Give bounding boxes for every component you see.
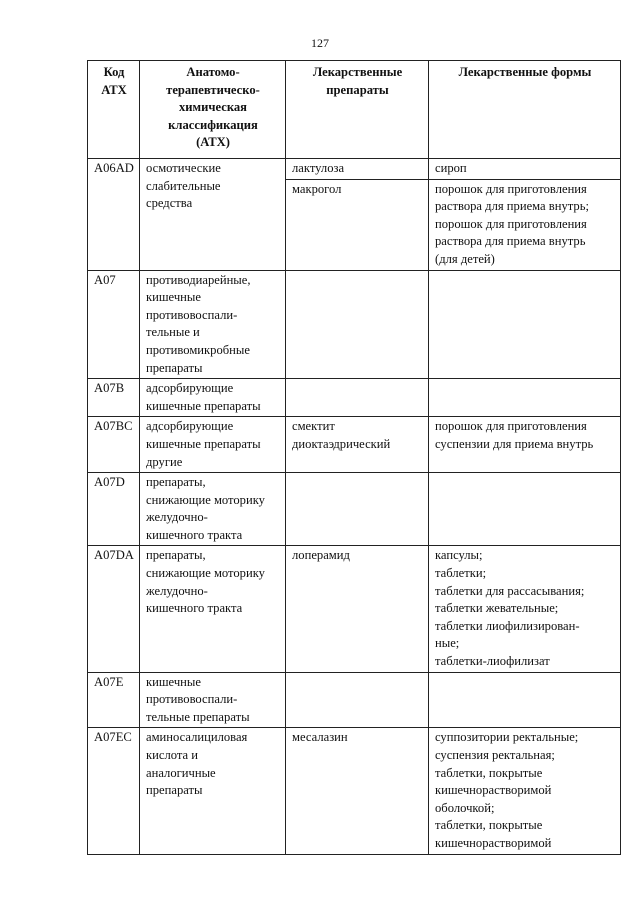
header-code: Код АТХ [88,61,140,159]
table-row [88,546,621,672]
dosage-form-cell [429,379,621,417]
drug-cell [286,270,429,379]
dosage-form-cell: порошок для приготовления суспензии для приема внутрь [429,417,621,473]
atx-classification-table [87,60,621,855]
atx-classification-cell: адсорбирующие кишечные препараты другие [140,417,286,473]
drug-cell: месалазин [286,728,429,854]
header-drugs: Лекарственные препараты [286,61,429,159]
dosage-form-cell: суппозитории ректальные; суспензия ректальная; таблетки, покрытые кишечнорастворимой оболочкой; таблетки, покрытые кишечнорастворимой [429,728,621,854]
drug-cell [286,672,429,728]
drug-cell: смектит диоктаэдрический [286,417,429,473]
table-row [88,379,621,417]
table-row [88,473,621,546]
table-header-row [88,61,621,159]
drug-cell: лактулоза [286,159,429,180]
table-row [88,270,621,379]
atx-classification-cell: аминосалициловая кислота и аналогичные препараты [140,728,286,854]
header-dosage-forms: Лекарственные формы [429,61,621,159]
drug-cell [286,473,429,546]
atx-classification-cell: осмотические слабительные средства [140,159,286,271]
atx-classification-cell: кишечные противовоспали- тельные препараты [140,672,286,728]
atx-code-cell: A07 [88,270,140,379]
atx-code-cell: A06AD [88,159,140,271]
dosage-form-cell: порошок для приготовления раствора для приема внутрь; порошок для приготовления раствора для приема внутрь (для детей) [429,179,621,270]
drug-cell [286,379,429,417]
dosage-form-cell [429,473,621,546]
atx-code-cell: A07BC [88,417,140,473]
drug-cell: макрогол [286,179,429,270]
table-body [88,159,621,855]
table-row [88,728,621,854]
atx-code-cell: A07B [88,379,140,417]
atx-classification-cell: препараты, снижающие моторику желудочно- кишечного тракта [140,473,286,546]
drug-cell: лоперамид [286,546,429,672]
table-row [88,417,621,473]
atx-classification-cell: противодиарейные, кишечные противовоспали- тельные и противомикробные препараты [140,270,286,379]
table-row [88,672,621,728]
atx-classification-cell: адсорбирующие кишечные препараты [140,379,286,417]
dosage-form-cell [429,270,621,379]
atx-code-cell: A07E [88,672,140,728]
atx-code-cell: A07DA [88,546,140,672]
header-classification: Анатомо- терапевтическо- химическая классификация (АТХ) [140,61,286,159]
table-row [88,159,621,180]
page-number: 127 [311,36,329,50]
dosage-form-cell [429,672,621,728]
dosage-form-cell: капсулы; таблетки; таблетки для рассасывания; таблетки жевательные; таблетки лиофилизирован- ные; таблетки-лиофилизат [429,546,621,672]
atx-code-cell: A07EC [88,728,140,854]
atx-classification-cell: препараты, снижающие моторику желудочно- кишечного тракта [140,546,286,672]
dosage-form-cell: сироп [429,159,621,180]
atx-code-cell: A07D [88,473,140,546]
